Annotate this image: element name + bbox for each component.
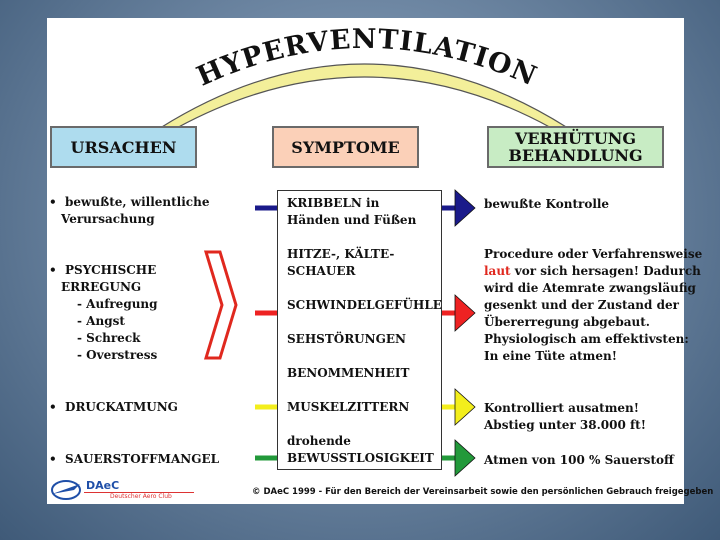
symptom-7: drohende BEWUSSTLOSIGKEIT (287, 434, 434, 465)
treatment-2: Procedure oder Verfahrensweise laut vor sich hersagen! Dadurch wird die Atemrate zwangsläufig gesenkt und der Zustand der Übererregung abgebaut. Physiologisch am effektivsten: In eine Tüte atmen! (484, 247, 703, 363)
symptoms-box (277, 190, 442, 470)
treatment-1: bewußte Kontrolle (484, 197, 610, 211)
header-treatment-line2: BEHANDLUNG (508, 146, 643, 165)
symptom-2: HITZE-, KÄLTE- SCHAUER (287, 247, 395, 278)
logo-subtitle: Deutscher Aero Club (110, 493, 172, 500)
arrow-green-icon (455, 440, 475, 476)
copyright-footer: © DAeC 1999 - Für den Bereich der Vereinsarbeit sowie den persönlichen Gebrauch freigegeben (252, 487, 714, 497)
cause-3: • DRUCKATMUNG (49, 400, 178, 414)
daec-logo (50, 478, 200, 502)
arrow-yellow-icon (455, 389, 475, 425)
symptom-5: BENOMMENHEIT (287, 366, 410, 380)
cause-4: • SAUERSTOFFMANGEL (49, 452, 220, 466)
arrow-red-icon (455, 295, 475, 331)
header-treatment-line1: VERHÜTUNG (514, 129, 637, 148)
header-symptoms-label: SYMPTOME (291, 137, 400, 157)
slide-panel (47, 18, 714, 504)
header-causes-label: URSACHEN (70, 137, 177, 157)
cause-1: • bewußte, willentliche Verursachung (49, 195, 210, 226)
symptom-1: KRIBBELN in Händen und Füßen (287, 196, 417, 227)
page-title: HYPERVENTILATION (192, 23, 542, 93)
symptom-6: MUSKELZITTERN (287, 400, 410, 414)
treatment-3: Kontrolliert ausatmen! Abstieg unter 38.000 ft! (484, 401, 646, 432)
treatment-4: Atmen von 100 % Sauerstoff (484, 453, 674, 467)
aero-club-logo-icon (50, 478, 86, 502)
arrow-blue-icon (455, 190, 475, 226)
symptom-3: SCHWINDELGEFÜHLE (287, 298, 442, 312)
cause-2: • PSYCHISCHE ERREGUNG - Aufregung - Angst - Schreck - Overstress (49, 263, 158, 362)
symptom-4: SEHSTÖRUNGEN (287, 332, 406, 346)
logo-name: DAeC (86, 479, 120, 492)
